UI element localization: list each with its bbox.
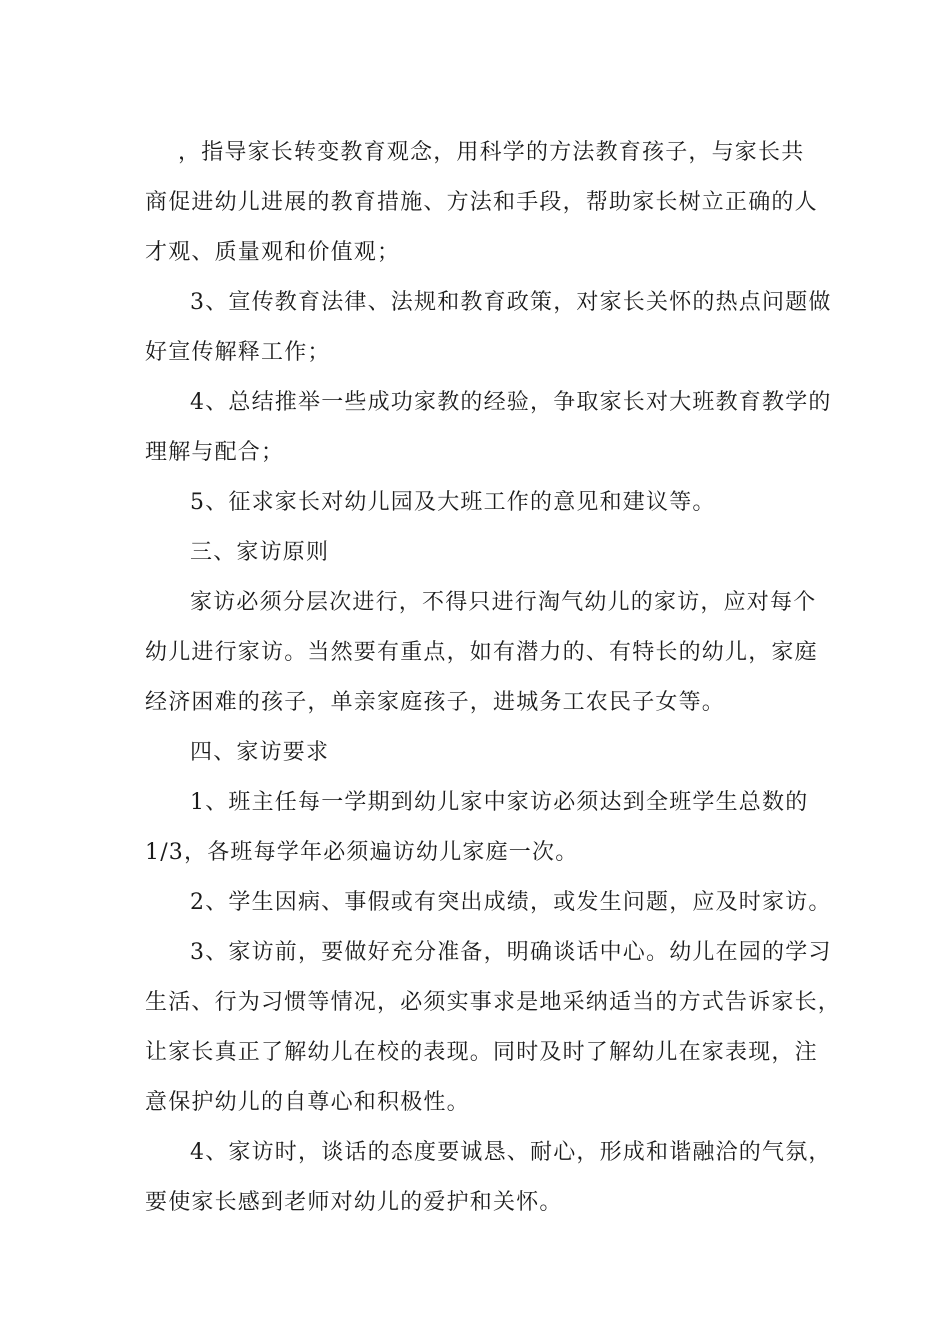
text-line: ，指导家长转变教育观念，用科学的方法教育孩子，与家长共 [178, 140, 805, 165]
text-line: 商促进幼儿进展的教育措施、方法和手段，帮助家长树立正确的人 [145, 190, 818, 215]
text-line: 要使家长感到老师对幼儿的爱护和关怀。 [145, 1190, 563, 1215]
text-line: 经济困难的孩子，单亲家庭孩子，进城务工农民子女等。 [145, 690, 726, 715]
text-line: 4、总结推举一些成功家教的经验，争取家长对大班教育教学的 [190, 390, 832, 415]
text-line: 理解与配合； [145, 440, 285, 465]
text-line: 1/3，各班每学年必须遍访幼儿家庭一次。 [145, 840, 579, 865]
text-line: 幼儿进行家访。当然要有重点，如有潜力的、有特长的幼儿，家庭 [145, 640, 818, 665]
text-line: 4、家访时，谈话的态度要诚恳、耐心，形成和谐融洽的气氛， [190, 1140, 832, 1165]
text-line: 5、征求家长对幼儿园及大班工作的意见和建议等。 [190, 490, 716, 515]
text-line: 意保护幼儿的自尊心和积极性。 [145, 1090, 470, 1115]
text-line: 生活、行为习惯等情况，必须实事求是地采纳适当的方式告诉家长， [145, 990, 842, 1015]
text-line: 让家长真正了解幼儿在校的表现。同时及时了解幼儿在家表现，注 [145, 1040, 818, 1065]
text-line: 3、家访前，要做好充分准备，明确谈话中心。幼儿在园的学习 [190, 940, 832, 965]
text-line: 家访必须分层次进行，不得只进行淘气幼儿的家访，应对每个 [190, 590, 817, 615]
text-line: 好宣传解释工作； [145, 340, 331, 365]
section-heading: 三、家访原则 [190, 540, 330, 565]
text-line: 才观、质量观和价值观； [145, 240, 401, 265]
text-line: 1、班主任每一学期到幼儿家中家访必须达到全班学生总数的 [190, 790, 809, 815]
text-line: 3、宣传教育法律、法规和教育政策，对家长关怀的热点问题做 [190, 290, 832, 315]
section-heading: 四、家访要求 [190, 740, 330, 765]
text-line: 2、学生因病、事假或有突出成绩，或发生问题，应及时家访。 [190, 890, 832, 915]
